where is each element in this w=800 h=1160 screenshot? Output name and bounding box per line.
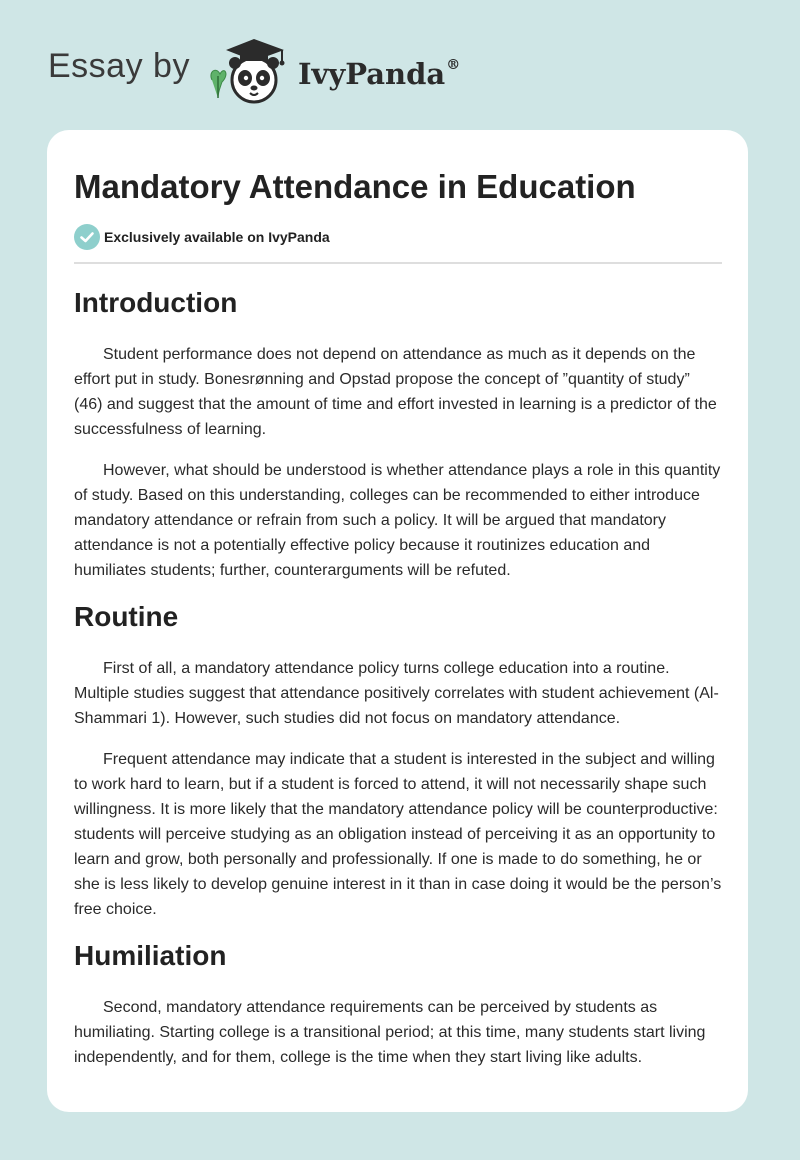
check-circle-icon (74, 224, 100, 250)
paragraph: However, what should be understood is whether attendance plays a role in this quantity of study. Based on this understanding, colleges can be recommended to either introduce mandatory attendance or refrain from such a policy. It will be argued that mandatory attendance is not a potentially effective policy because it routinizes education and humiliates students; further, counterarguments will be refuted. (74, 462, 721, 579)
section-heading-humiliation: Humiliation (74, 940, 227, 971)
paragraph: Second, mandatory attendance requirements can be perceived by students as humiliating. Starting college is a transitional period; at this time, many students start living independently, and for them, college is the time when they start living like adults. (74, 999, 706, 1066)
registered-mark: ® (446, 57, 461, 73)
paragraph: First of all, a mandatory attendance policy turns college education into a routine. Multiple studies suggest that attendance positively correlates with student achievement (Al-Shammari 1). However, such studies did not focus on mandatory attendance. (74, 660, 719, 727)
exclusive-badge (74, 224, 722, 250)
brand-name: IvyPanda® (297, 57, 461, 91)
panda-graduation-cap-icon (206, 36, 296, 108)
brand-prefix: Essay by (48, 46, 190, 85)
paragraph: Frequent attendance may indicate that a student is interested in the subject and willing to work hard to learn, but if a student is forced to attend, it will not necessarily shape such willingness. It is more likely that the mandatory attendance policy will be counterproductive: students will perceive studying as an obligation instead of perceiving it as an opportunity to learn and grow, both personally and professionally. If one is made to do something, he or she is less likely to develop genuine interest in it than in case doing it would be the person’s free choice. (74, 751, 722, 918)
section-heading-routine: Routine (74, 601, 179, 632)
paragraph: Student performance does not depend on attendance as much as it depends on the effort put in study. Bonesrønning and Opstad propose the concept of ”quantity of study” (46) and suggest that the amount of time and effort invested in learning is a predictor of the successfulness of learning. (74, 346, 717, 438)
essay-card (47, 130, 748, 1112)
page-title: Mandatory Attendance in Education (74, 168, 636, 205)
section-heading-introduction: Introduction (74, 287, 238, 318)
exclusive-badge-text: Exclusively available on IvyPanda (104, 229, 330, 245)
divider (74, 262, 722, 264)
site-header-brand[interactable] (48, 36, 460, 108)
